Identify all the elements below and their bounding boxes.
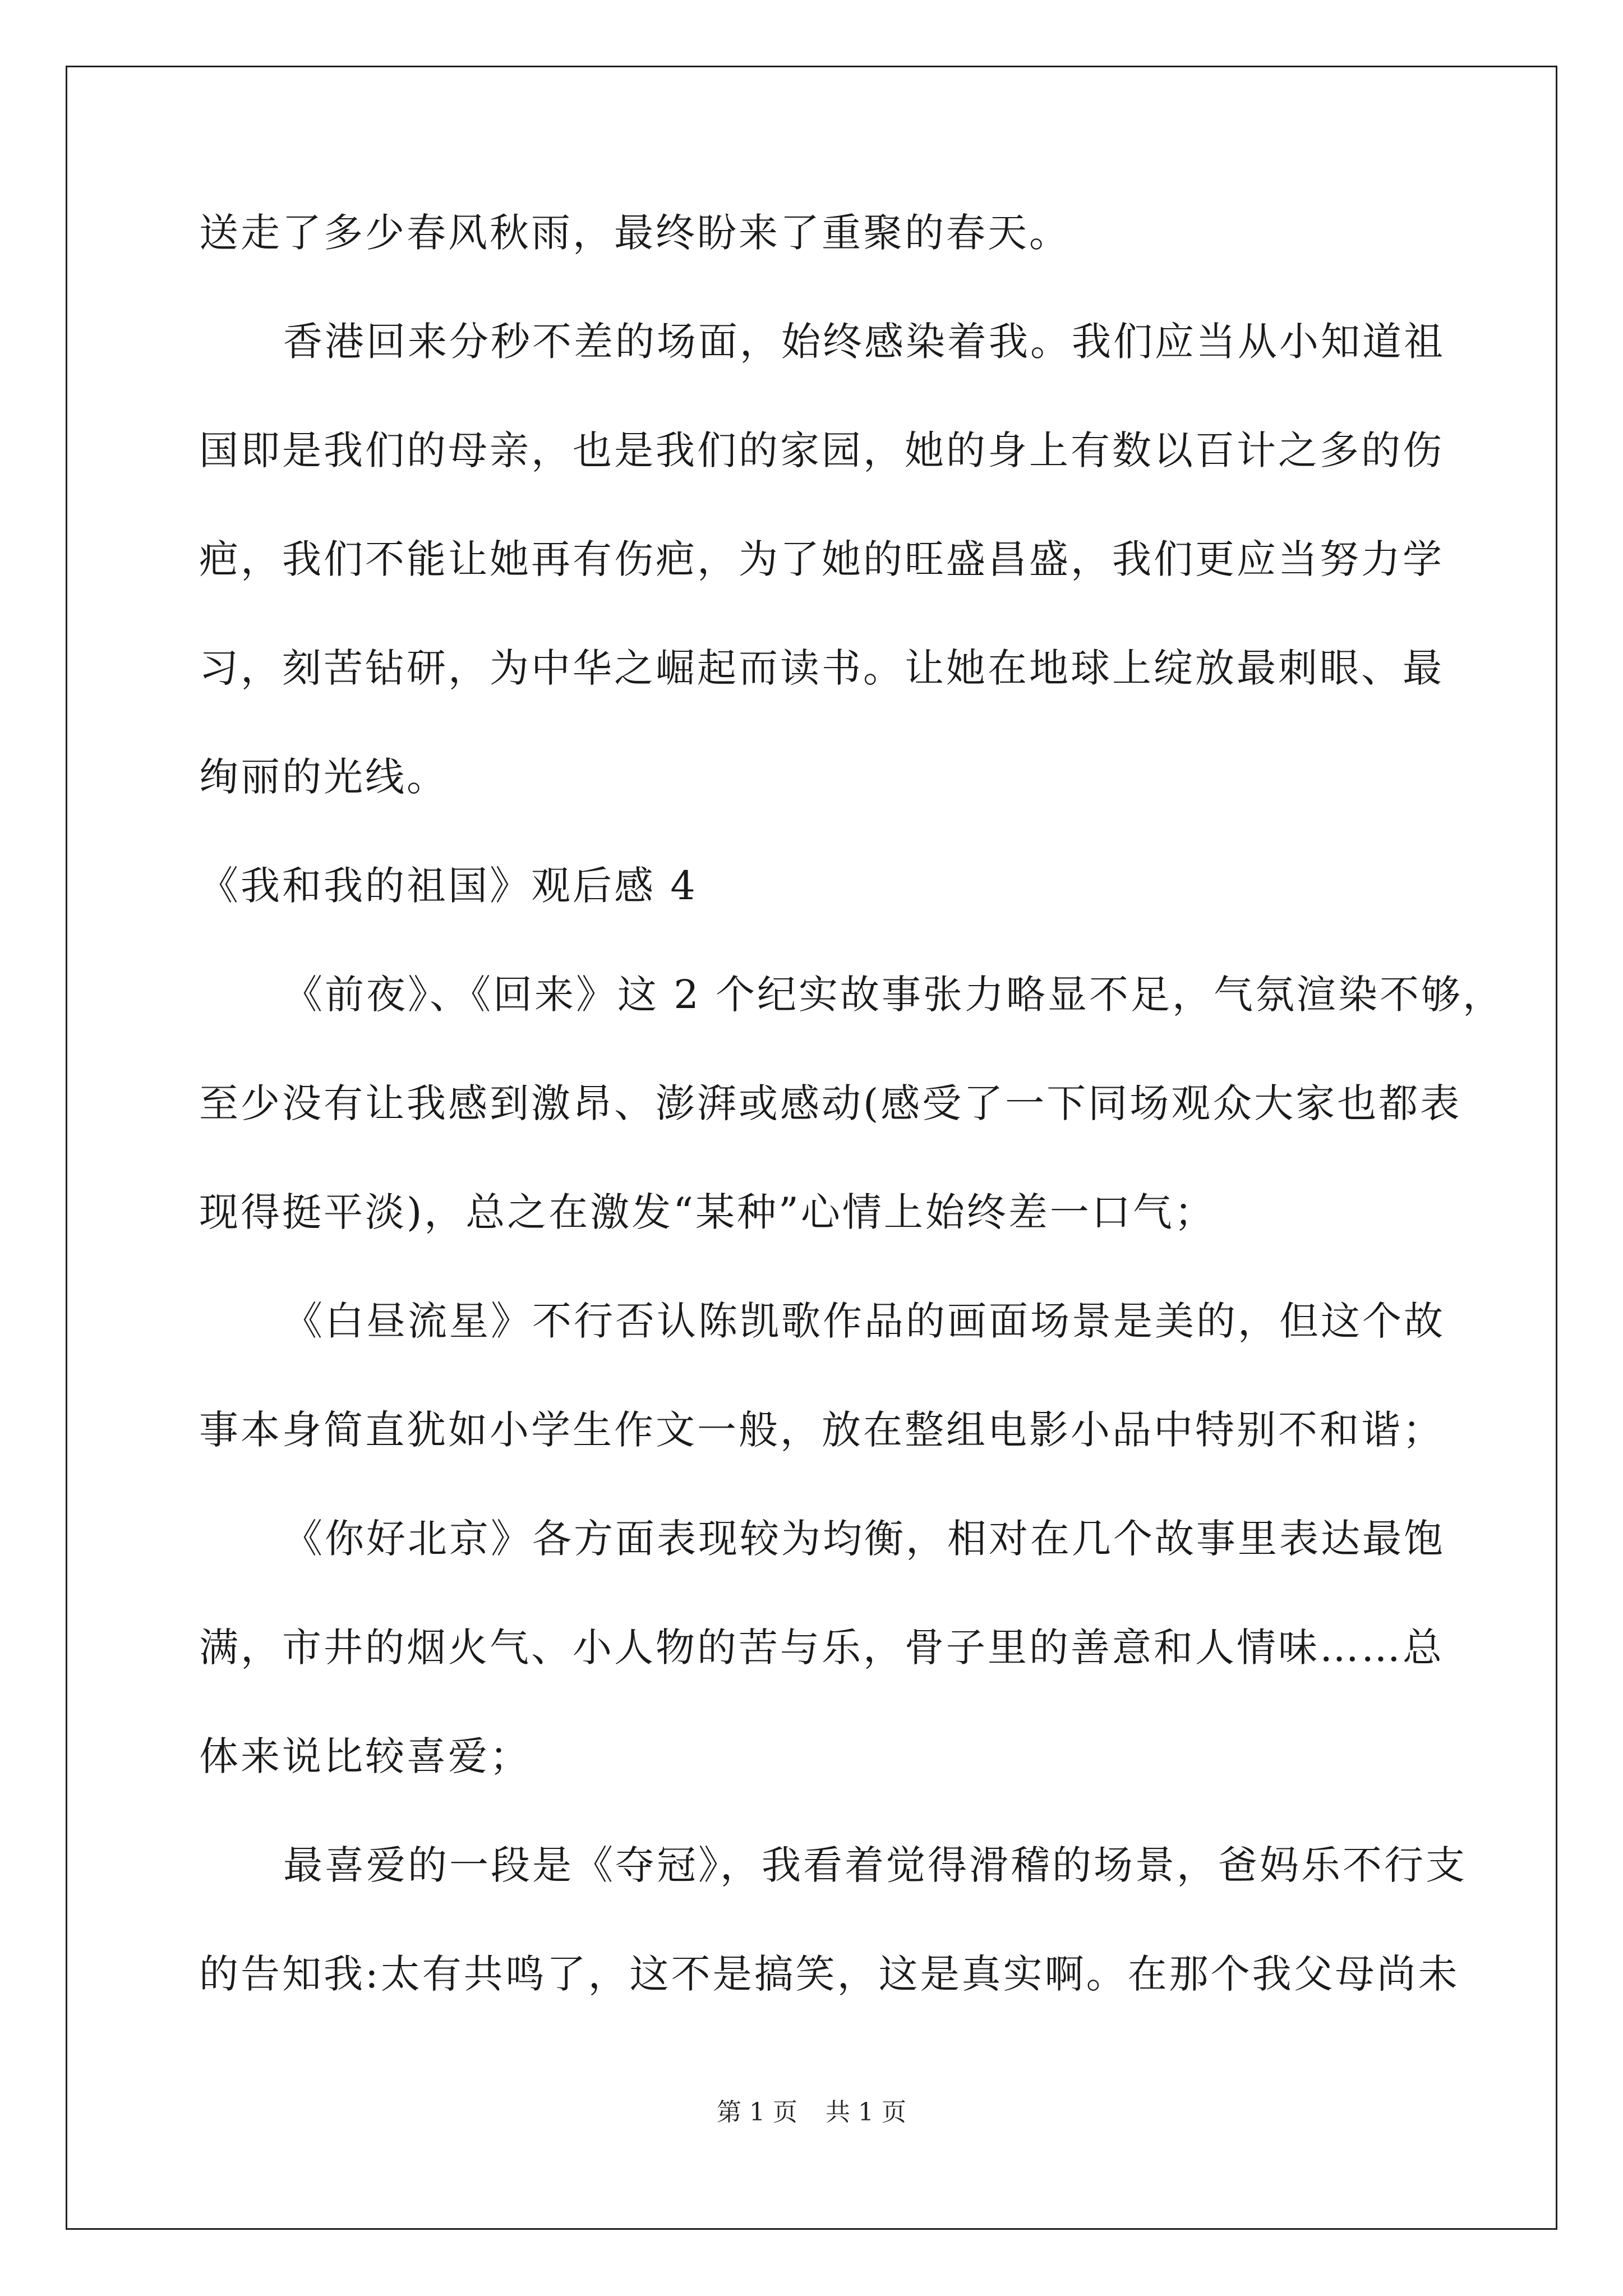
text-line: 体来说比较喜爱；: [199, 1733, 531, 1779]
text-line: 现得挺平淡)，总之在激发“某种”心情上始终差一口气；: [199, 1189, 1216, 1235]
paragraph-start: 《你好北京》各方面表现较为均衡，相对在几个故事里表达最饱: [283, 1516, 1445, 1562]
text-line: 疤，我们不能让她再有伤疤，为了她的旺盛昌盛，我们更应当努力学: [199, 536, 1444, 582]
text-line: 事本身简直犹如小学生作文一般，放在整组电影小品中特别不和谐；: [199, 1407, 1444, 1453]
paragraph-start: 香港回来分秒不差的场面，始终感染着我。我们应当从小知道祖: [283, 319, 1445, 365]
page-footer: [0, 2100, 1623, 2125]
text-line: 至少没有让我感到激昂、澎湃或感动(感受了一下同场观众大家也都表: [199, 1080, 1462, 1126]
section-heading: 《我和我的祖国》观后感 4: [199, 863, 698, 909]
text-line: 绚丽的光线。: [199, 754, 448, 800]
text-line: 满，市井的烟火气、小人物的苦与乐，骨子里的善意和人情味……总: [199, 1625, 1444, 1671]
text-line: 送走了多少春风秋雨，最终盼来了重聚的春天。: [199, 210, 1071, 256]
page-number: 第 1 页: [717, 2098, 797, 2127]
paragraph-start: 最喜爱的一段是《夺冠》，我看着觉得滑稽的场景，爸妈乐不行支: [283, 1842, 1467, 1888]
paragraph-start: 《前夜》、《回来》这 2 个纪实故事张力略显不足，气氛渲染不够，: [283, 972, 1505, 1018]
paragraph-start: 《白昼流星》不行否认陈凯歌作品的画面场景是美的，但这个故: [283, 1298, 1445, 1344]
page-total: 共 1 页: [826, 2098, 906, 2127]
document-body: [199, 210, 1505, 2063]
text-line: 习，刻苦钻研，为中华之崛起而读书。让她在地球上绽放最刺眼、最: [199, 645, 1444, 691]
text-line: 国即是我们的母亲，也是我们的家园，她的身上有数以百计之多的伤: [199, 427, 1444, 473]
text-line: 的告知我:太有共鸣了，这不是搞笑，这是真实啊。在那个我父母尚未: [199, 1951, 1460, 1997]
